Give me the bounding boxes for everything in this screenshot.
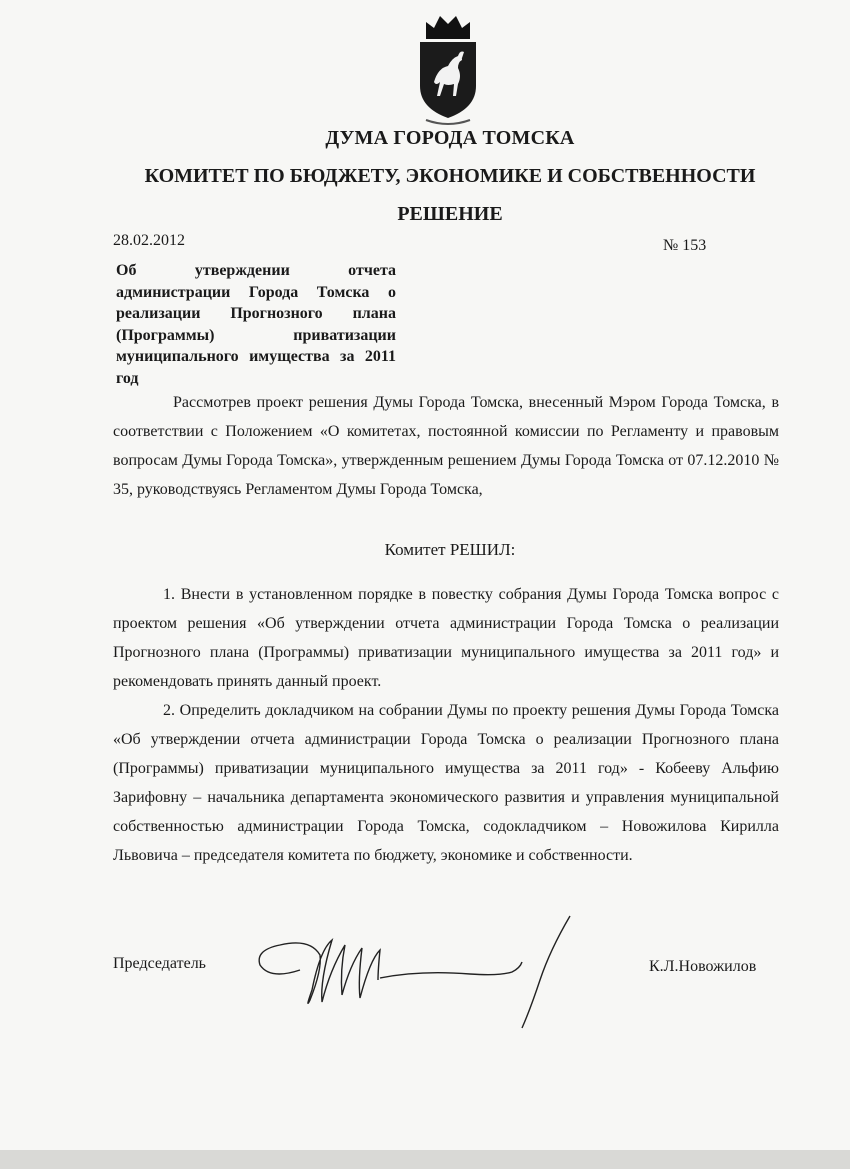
- resolved-heading: Комитет РЕШИЛ:: [384, 540, 516, 559]
- preamble-paragraph: Рассмотрев проект решения Думы Города Томска, внесенный Мэром Города Томска, в соответствии с Положением «О комитетах, постоянной комиссии по Регламенту и правовым вопросам Думы Города Томска», утвержденным решением Думы Города Томска от 07.12.2010 № 35, руководствуясь Регламентом Думы Города Томска,: [113, 394, 779, 498]
- tomsk-coat-of-arms-icon: [412, 10, 484, 130]
- decision-date: 28.02.2012: [113, 232, 185, 249]
- decision-number: № 153: [663, 237, 707, 254]
- organization-title: ДУМА ГОРОДА ТОМСКА: [325, 127, 575, 149]
- chairman-name: К.Л.Новожилов: [649, 958, 757, 975]
- handwritten-signature: [250, 910, 580, 1030]
- chairman-label: Председатель: [113, 955, 206, 972]
- committee-title: КОМИТЕТ ПО БЮДЖЕТУ, ЭКОНОМИКЕ И СОБСТВЕННОСТИ: [144, 165, 756, 187]
- document-type-title: РЕШЕНИЕ: [397, 203, 503, 225]
- scan-edge: [0, 1150, 850, 1169]
- resolution-item-1: 1. Внести в установленном порядке в повестку собрания Думы Города Томска вопрос с проектом решения «Об утверждении отчета администрации Города Томска о реализации Прогнозного плана (Программы) приватизации муниципального имущества за 2011 год» и рекомендовать принять данный проект.: [113, 586, 779, 690]
- resolution-item-2: 2. Определить докладчиком на собрании Думы по проекту решения Думы Города Томска «Об утверждении отчета администрации Города Томска о реализации Прогнозного плана (Программы) приватизации муниципального имущества за 2011 год» - Кобееву Альфию Зарифовну – начальника департамента экономического развития и управления муниципальной собственностью администрации Города Томска, содокладчиком – Новожилова Кирилла Львовича – председателя комитета по бюджету, экономике и собственности.: [113, 702, 779, 864]
- decision-subject: Об утверждении отчета администрации Города Томска о реализации Прогнозного плана (Программы) приватизации муниципального имущества за 2011 год: [116, 262, 396, 387]
